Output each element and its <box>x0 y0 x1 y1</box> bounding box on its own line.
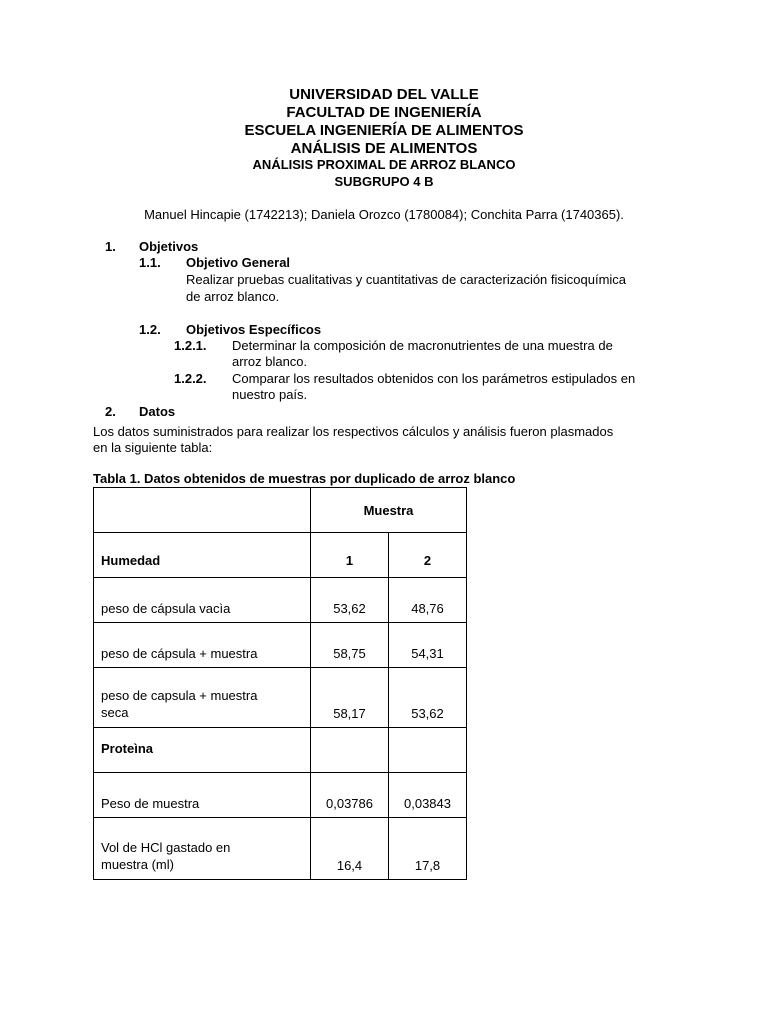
table-caption: Tabla 1. Datos obtenidos de muestras por duplicado de arroz blanco <box>93 471 516 486</box>
table-row <box>94 728 467 773</box>
table-cell-empty <box>94 488 311 533</box>
row-value-2: 48,76 <box>389 578 467 623</box>
table-row <box>94 773 467 818</box>
section-1-2-number: 1.2. <box>139 322 161 337</box>
row-label-line2: muestra (ml) <box>101 857 174 872</box>
data-table <box>93 487 467 880</box>
section-1-1-title: Objetivo General <box>186 255 291 270</box>
table-cell-empty <box>311 728 389 773</box>
table-row <box>94 668 467 728</box>
table-cell-empty <box>389 728 467 773</box>
row-label: peso de cápsula + muestra <box>94 623 311 668</box>
section-1-2-2-text-line1: Comparar los resultados obtenidos con los parámetros estipulados en <box>232 371 636 386</box>
row-value-2: 53,62 <box>389 668 467 728</box>
row-value-1: 0,03786 <box>311 773 389 818</box>
header-school: ESCUELA INGENIERÍA DE ALIMENTOS <box>244 122 524 139</box>
section-1-2-2-number: 1.2.2. <box>174 371 207 386</box>
row-value-1: 58,75 <box>311 623 389 668</box>
section-1-2-title: Objetivos Específicos <box>186 322 322 337</box>
row-value-2: 17,8 <box>389 818 467 880</box>
row-label: peso de cápsula vacìa <box>94 578 311 623</box>
section-1-1-text-line1: Realizar pruebas cualitativas y cuantitativas de caracterización fisicoquímica <box>186 272 627 287</box>
section-1-2-1-text-line2: arroz blanco. <box>232 354 308 369</box>
row-value-2: 54,31 <box>389 623 467 668</box>
row-label-line2: seca <box>101 705 129 720</box>
section-1-1-text-line2: de arroz blanco. <box>186 289 280 304</box>
column-1-header: 1 <box>311 533 389 578</box>
row-value-1: 53,62 <box>311 578 389 623</box>
section-1-title: Objetivos <box>139 239 199 254</box>
header-course: ANÁLISIS DE ALIMENTOS <box>290 140 478 157</box>
table-row <box>94 488 467 533</box>
section-2-title: Datos <box>139 404 176 419</box>
section-1-2-1-text-line1: Determinar la composición de macronutrientes de una muestra de <box>232 338 613 353</box>
section-1-1-number: 1.1. <box>139 255 161 270</box>
header-university: UNIVERSIDAD DEL VALLE <box>289 86 479 103</box>
proteina-label: Proteìna <box>94 728 311 773</box>
row-label-line1: Vol de HCl gastado en <box>101 840 231 855</box>
section-1-2-2-text-line2: nuestro país. <box>232 387 308 402</box>
header-faculty: FACULTAD DE INGENIERÍA <box>286 104 482 121</box>
row-value-1: 16,4 <box>311 818 389 880</box>
section-1-2-1-number: 1.2.1. <box>174 338 207 353</box>
header-title: ANÁLISIS PROXIMAL DE ARROZ BLANCO <box>252 157 516 172</box>
section-1-number: 1. <box>105 239 116 254</box>
row-label <box>94 818 311 880</box>
table-row <box>94 533 467 578</box>
row-value-1: 58,17 <box>311 668 389 728</box>
row-value-2: 0,03843 <box>389 773 467 818</box>
humedad-label: Humedad <box>94 533 311 578</box>
row-label <box>94 668 311 728</box>
table-row <box>94 623 467 668</box>
section-2-number: 2. <box>105 404 116 419</box>
section-2-text-line2: en la siguiente tabla: <box>93 440 213 455</box>
section-2-text-line1: Los datos suministrados para realizar los respectivos cálculos y análisis fueron plasmados <box>93 424 614 439</box>
row-label-line1: peso de capsula + muestra <box>101 688 258 703</box>
table-row <box>94 818 467 880</box>
table-row <box>94 578 467 623</box>
authors-line: Manuel Hincapie (1742213); Daniela Orozco (1780084); Conchita Parra (1740365). <box>144 207 624 222</box>
row-label: Peso de muestra <box>94 773 311 818</box>
header-subgroup: SUBGRUPO 4 B <box>334 174 434 189</box>
column-2-header: 2 <box>389 533 467 578</box>
muestra-header: Muestra <box>311 488 467 533</box>
